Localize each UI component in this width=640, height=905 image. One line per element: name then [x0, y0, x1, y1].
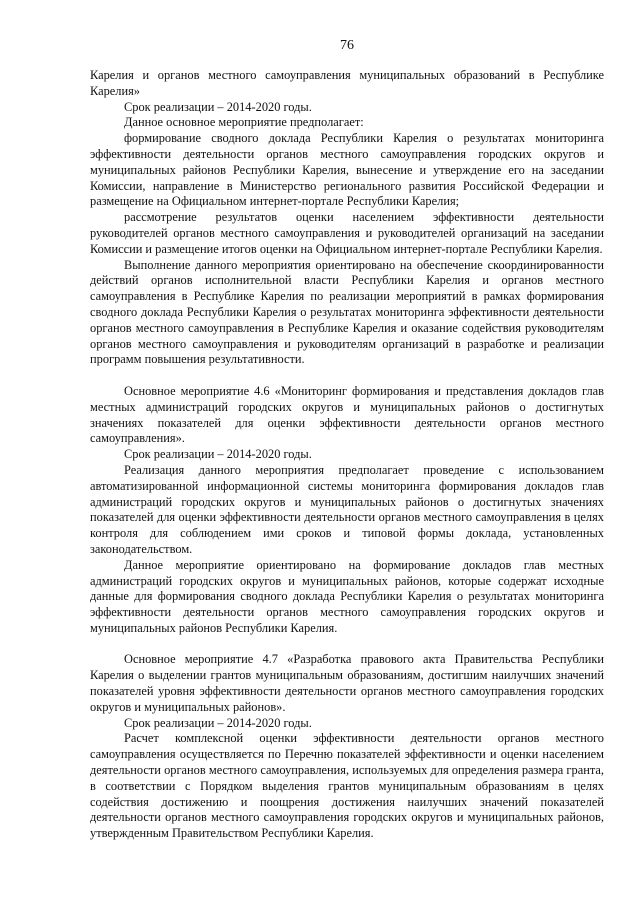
paragraph-item: рассмотрение результатов оценки населением эффективности деятельности руководителей органов местного самоуправления и руководителей организаций на заседании Комиссии и размещение итогов оценки на Официальном интернет-портале Республики Карелия.: [90, 210, 604, 256]
paragraph-measure-heading: Основное мероприятие 4.7 «Разработка правового акта Правительства Республики Карелия о выделении грантов муниципальным образованиям, достигшим наилучших значений показателей уровня эффективности деятельности органов местного самоуправления городских округов и муниципальных районов».: [90, 652, 604, 714]
page-number: 76: [340, 38, 354, 53]
paragraph-body: Данное мероприятие ориентировано на формирование докладов глав местных администраций городских округов и муниципальных районов, которые содержат исходные данные для формирования сводного доклада Республики Карелия о результатах мониторинга эффективности деятельности органов местного самоуправления городских округов и муниципальных районов Республики Карелия.: [90, 557, 604, 635]
paragraph-term: Срок реализации – 2014-2020 годы.: [124, 447, 312, 462]
paragraph-measure-heading: Основное мероприятие 4.6 «Мониторинг формирования и представления докладов глав местных администраций городских округов и муниципальных районов о достигнутых значениях показателей для оценки эффективности деятельности органов местного самоуправления».: [90, 383, 604, 446]
paragraph-continuation: Карелия и органов местного самоуправления муниципальных образований в Республике Карелия»: [90, 68, 604, 98]
document-body: [90, 68, 604, 842]
paragraph-body: Реализация данного мероприятия предполагает проведение с использованием автоматизированной информационной системы мониторинга формирования докладов глав администраций городских округов и муниципальных районов о достигнутых значениях показателей для оценки эффективности деятельности органов местного самоуправления в целях контроля для соблюдением ими сроков и типовой формы доклада, установленных законодательством.: [90, 462, 604, 556]
paragraph-body: Расчет комплексной оценки эффективности деятельности органов местного самоуправления осуществляется по Перечню показателей эффективности и оценки населением деятельности органов местного самоуправления, используемых для определения размера гранта, в соответствии с Порядком выделения грантов муниципальным образованиям в целях содействия достижению и поощрения достижения наилучших значений показателей деятельности органов местного самоуправления городских округов и муниципальных районов, утвержденным Правительством Республики Карелия.: [90, 731, 604, 841]
paragraph-item: формирование сводного доклада Республики Карелия о результатах мониторинга эффективности деятельности органов местного самоуправления городских округов и муниципальных районов Республики Карелия, вынесение и утверждение его на заседании Комиссии, направление в Министерство регионального развития Российской Федерации и размещение на Официальном интернет-портале Республики Карелия;: [90, 131, 604, 209]
document-page: [90, 38, 604, 842]
paragraph-body: Выполнение данного мероприятия ориентировано на обеспечение скоординированности действий органов исполнительной власти Республики Карелия и органов местного самоуправления в Республике Карелия по реализации мероприятий в рамках формирования сводного доклада Республики Карелия о результатах мониторинга эффективности деятельности органов местного самоуправления в Республике Карелия и оказание содействия руководителям органов местного самоуправления и руководителям организаций в разработке и реализации программ повышения результативности.: [90, 257, 604, 367]
paragraph-term: Срок реализации – 2014-2020 годы.: [124, 715, 312, 730]
paragraph-intro: Данное основное мероприятие предполагает:: [124, 115, 364, 130]
paragraph-term: Срок реализации – 2014-2020 годы.: [124, 99, 312, 114]
